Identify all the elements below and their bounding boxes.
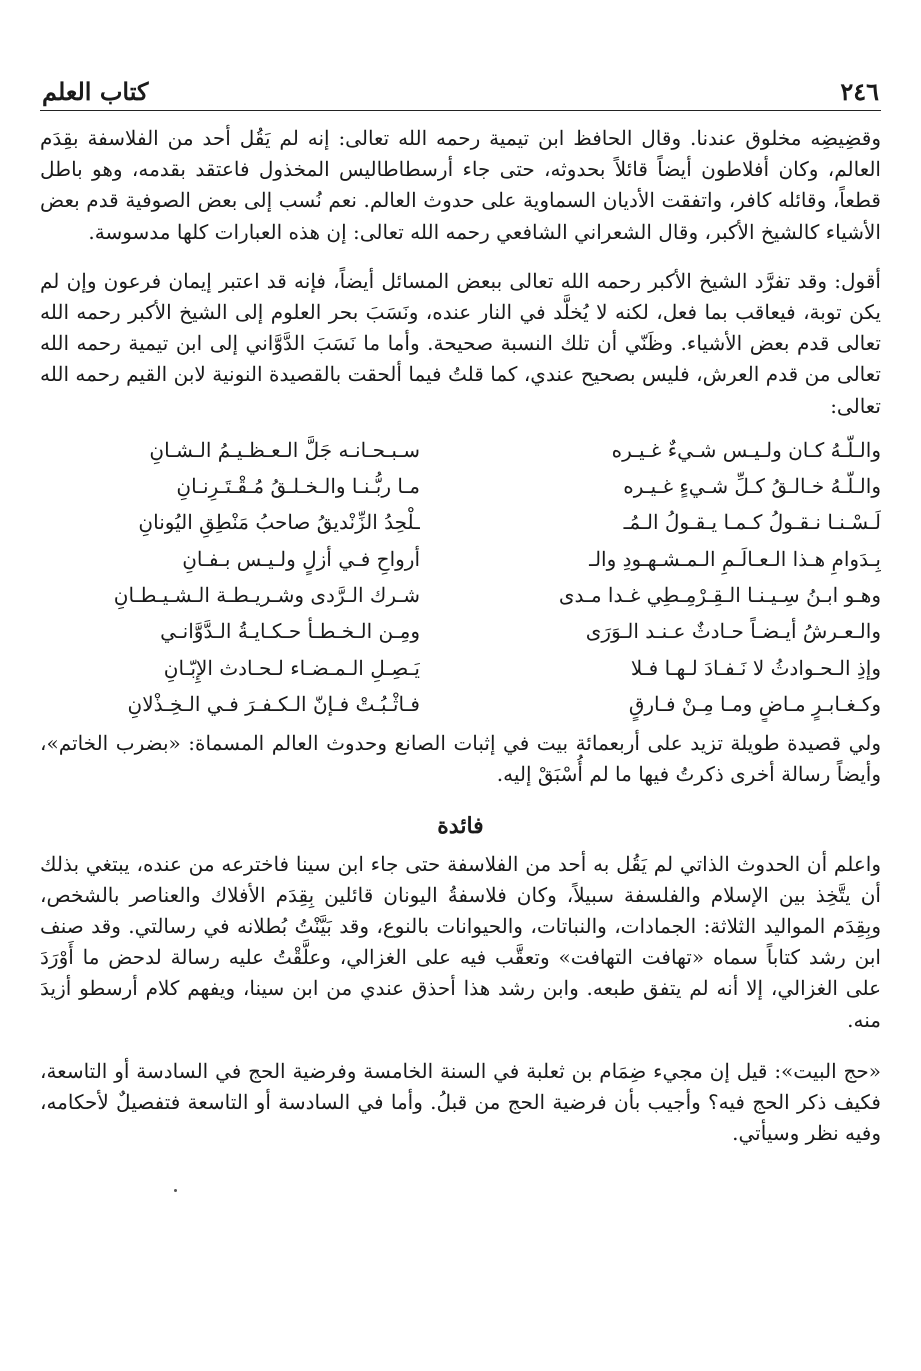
poem [40, 432, 881, 722]
book-page [40, 62, 881, 1149]
poem-verse [40, 432, 881, 468]
verse-first-hemistich: والـلّـهُ خـالـقُ كـلِّ شـيءٍ غـيـره [623, 474, 881, 499]
speck-mark [174, 1189, 177, 1192]
paragraph-shaykh-akbar: أقول: وقد تفرَّد الشيخ الأكبر رحمه الله تعالى ببعض المسائل أيضاً، فإنه قد اعتبر إيمان فرعون وإن لم يكن توبة، فيعاقب بما فعل، لكنه لا يُخلَّد في النار عنده، ونَسَبَ بحر العلوم إلى الشيخ الأكبر رحمه الله تعالى قدم بعض الأشياء. وظَنّي أن تلك النسبة صحيحة. وأما ما نَسَبَ الدَّوَّاني إلى ابن تيمية رحمه الله تعالى من قدم العرش، فليس بصحيح عندي، كما قلتُ فيما ألحقت بالقصيدة النونية لابن القيم رحمه الله تعالى: [40, 268, 881, 418]
verse-first-hemistich: بِـدَوامِ هـذا الـعـالَـمِ الـمـشـهـودِ والـ [589, 546, 881, 571]
poem-verse [40, 504, 881, 540]
section-title: فائدة [437, 812, 484, 839]
verse-first-hemistich: والـلّـهُ كـان ولـيـس شـيءٌ غـيـره [611, 437, 881, 462]
poem-verse [40, 541, 881, 577]
poem-verse [40, 577, 881, 613]
book-title: كتاب العلم [42, 77, 149, 106]
verse-second-hemistich: مـا ربُّـنـا والـخـلـقُ مُـقْـتَـرِنـانِ [176, 474, 420, 499]
verse-first-hemistich: والـعـرشُ أيـضـاً حـادثٌ عـنـد الـوَرَى [585, 619, 881, 644]
paragraph-ibn-taymiyya: وقضِيضِه مخلوق عندنا. وقال الحافظ ابن تيمية رحمه الله تعالى: إنه لم يَقُل أحد من الفلاسفة بقِدَم العالم، وكان أفلاطون أيضاً قائلاً بحدوثه، حتى جاء أرسطاطاليس المخذول فاعتقد بقدمه، وهو باطل قطعاً، وقائله كافر، واتفقت الأديان السماوية على حدوث العالم. نعم نُسب إلى بعض الصوفية قدم بعض الأشياء كالشيخ الأكبر، وقال الشعراني الشافعي رحمه الله تعالى: إن هذه العبارات كلها مدسوسة. [40, 126, 881, 244]
running-header [40, 62, 881, 111]
poem-verse [40, 650, 881, 686]
verse-first-hemistich: وهـو ابـنُ سِـيـنـا الـقِـرْمِـطِي غـدا مـدى [558, 583, 881, 608]
verse-first-hemistich: وكـغـابـرٍ مـاضٍ ومـا مِـنْ فـارقٍ [628, 691, 881, 716]
page-number: ٢٤٦ [840, 77, 879, 106]
poem-verse [40, 468, 881, 504]
paragraph-hajj: «حج البيت»: قيل إن مجيء ضِمَام بن ثعلبة في السنة الخامسة وفرضية الحج في السادسة أو التاسعة، فكيف ذكر الحج فيه؟ وأجيب بأن فرضية الحج من قبلُ. وأما في السادسة أو التاسعة فتفصيلٌ لأحكامه، وفيه نظر وسيأتي. [40, 1058, 881, 1146]
verse-second-hemistich: ومِـن الـخـطـأ حـكـايـةُ الـدَّوَّانـي [160, 619, 420, 644]
poem-verse [40, 613, 881, 649]
paragraph-qasida-note: ولي قصيدة طويلة تزيد على أربعمائة بيت في إثبات الصانع وحدوث العالم المسماة: «بضرب الخاتم»، وأيضاً رسالة أخرى ذكرتُ فيها ما لم أُسْبَقْ إليه. [40, 731, 881, 787]
verse-second-hemistich: ـلْحِدُ الزِّنْديقُ صاحبُ مَنْطِقِ اليُونانِ [138, 510, 420, 535]
verse-second-hemistich: سـبـحـانـه جَلَّ الـعـظـيـمُ الـشـانِ [149, 437, 420, 462]
verse-second-hemistich: شـرك الـرَّدى وشـريـطـة الـشـيـطـانِ [113, 583, 420, 608]
verse-second-hemistich: فـاثْـبُـتْ فـإنّ الـكـفـرَ فـي الـخِـذْلانِ [127, 691, 420, 716]
verse-second-hemistich: يَـصِـلِ الـمـضـاء لـحـادث الإِبّـانِ [163, 655, 420, 680]
paragraph-huduth: واعلم أن الحدوث الذاتي لم يَقُل به أحد من الفلاسفة حتى جاء ابن سينا فاخترعه من عنده، يبتغي بذلك أن يتَّخِذ بين الإسلام والفلسفة سبيلاً، وكان فلاسفةُ اليونان قائلين بِقِدَم الأفلاك والعناصر بالشخص، وبِقِدَم المواليد الثلاثة: الجمادات، والنباتات، والحيوانات بالنوع، وقد بَيَّنْتُ بُطلانه في رسالتي. وقد صنف ابن رشد كتاباً سماه «تهافت التهافت» وتعقَّب فيه على الغزالي، وعلَّقْتُ عليه رسالة لدحض ما أَوْرَدَ على الغزالي، إلا أنه لم يتفق طبعه. وابن رشد هذا أحذق عندي من ابن سينا، ويفهم كلام أرسطو أزيدَ منه. [40, 851, 882, 1032]
poem-verse [40, 686, 881, 722]
verse-first-hemistich: وإذِ الـحـوادثُ لا نَـفـادَ لـهـا فـلا [630, 655, 881, 680]
verse-first-hemistich: لَـسْـنـا نـقـولُ كـمـا يـقـولُ الـمُـ [623, 510, 881, 535]
verse-second-hemistich: أرواحِ فـي أزلٍ ولـيـس بـفـانِ [182, 546, 420, 571]
